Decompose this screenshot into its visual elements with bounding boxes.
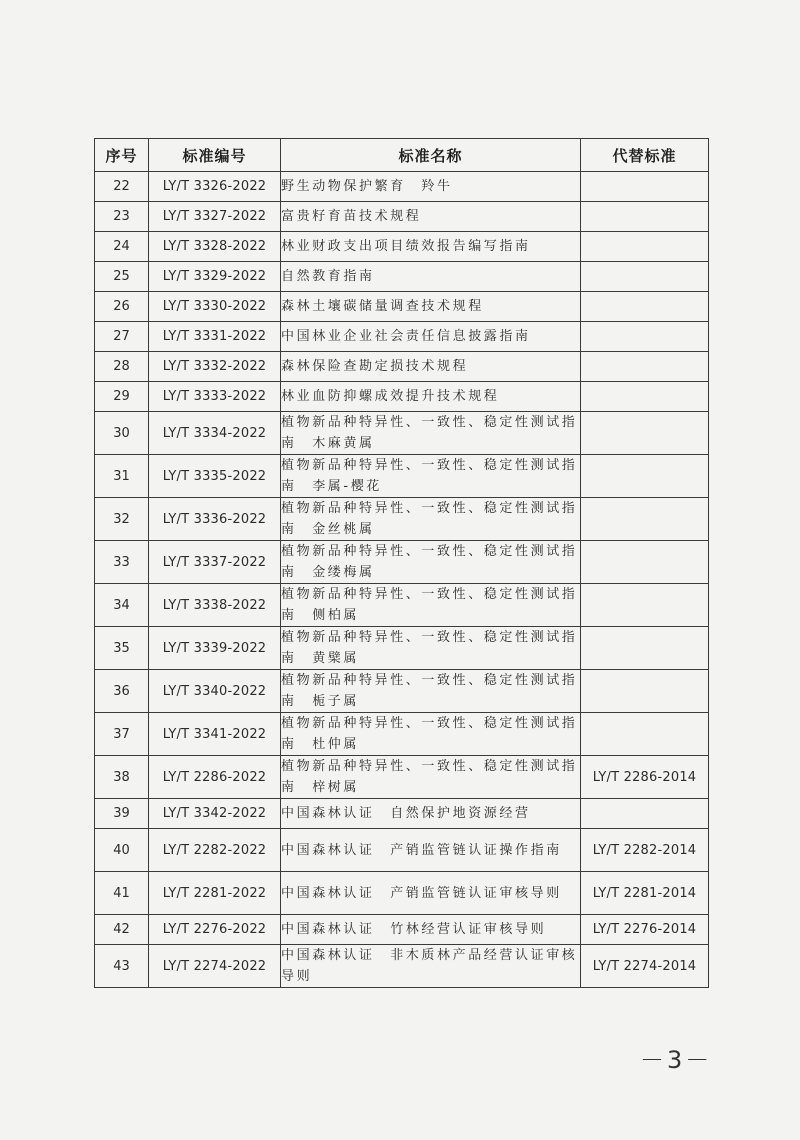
standard-code-cell: LY/T 3329-2022 [149,262,281,292]
standard-code-cell: LY/T 3336-2022 [149,498,281,541]
standard-code-cell: LY/T 3334-2022 [149,412,281,455]
serial-number-cell: 25 [95,262,149,292]
table-body [95,172,709,988]
serial-number-cell: 23 [95,202,149,232]
standard-code-cell: LY/T 2274-2022 [149,945,281,988]
standard-name-cell: 植物新品种特异性、一致性、稳定性测试指南 杜仲属 [281,713,581,756]
header-standard-code: 标准编号 [149,139,281,172]
page-number: －3－ [640,1046,713,1074]
table-row [95,412,709,455]
standard-name-cell: 植物新品种特异性、一致性、稳定性测试指南 金丝桃属 [281,498,581,541]
table-row [95,541,709,584]
standard-name-cell: 森林土壤碳储量调查技术规程 [281,292,581,322]
standard-name-cell: 植物新品种特异性、一致性、稳定性测试指南 黄檗属 [281,627,581,670]
serial-number-cell: 27 [95,322,149,352]
standard-code-cell: LY/T 2276-2022 [149,915,281,945]
table-row [95,382,709,412]
serial-number-cell: 36 [95,670,149,713]
serial-number-cell: 22 [95,172,149,202]
serial-number-cell: 28 [95,352,149,382]
replaced-standard-cell [581,202,709,232]
serial-number-cell: 32 [95,498,149,541]
standard-name-cell: 植物新品种特异性、一致性、稳定性测试指南 栀子属 [281,670,581,713]
replaced-standard-cell [581,352,709,382]
standard-name-cell: 森林保险查勘定损技术规程 [281,352,581,382]
table-row [95,799,709,829]
header-standard-name: 标准名称 [281,139,581,172]
serial-number-cell: 38 [95,756,149,799]
replaced-standard-cell: LY/T 2274-2014 [581,945,709,988]
standard-name-cell: 自然教育指南 [281,262,581,292]
standard-code-cell: LY/T 3342-2022 [149,799,281,829]
table-row [95,756,709,799]
table-header-row [95,139,709,172]
replaced-standard-cell [581,713,709,756]
table-row [95,322,709,352]
table-row [95,627,709,670]
table-row [95,292,709,322]
table-row [95,713,709,756]
serial-number-cell: 33 [95,541,149,584]
table-row [95,202,709,232]
serial-number-cell: 34 [95,584,149,627]
replaced-standard-cell [581,172,709,202]
serial-number-cell: 40 [95,829,149,872]
table-row [95,829,709,872]
table-row [95,498,709,541]
standard-code-cell: LY/T 3339-2022 [149,627,281,670]
standard-code-cell: LY/T 2282-2022 [149,829,281,872]
standard-name-cell: 中国林业企业社会责任信息披露指南 [281,322,581,352]
standard-name-cell: 富贵籽育苗技术规程 [281,202,581,232]
serial-number-cell: 26 [95,292,149,322]
standard-name-cell: 植物新品种特异性、一致性、稳定性测试指南 李属-樱花 [281,455,581,498]
standards-table [94,138,709,988]
standard-name-cell: 中国森林认证 产销监管链认证审核导则 [281,872,581,915]
replaced-standard-cell [581,541,709,584]
standard-code-cell: LY/T 3337-2022 [149,541,281,584]
serial-number-cell: 37 [95,713,149,756]
serial-number-cell: 43 [95,945,149,988]
serial-number-cell: 29 [95,382,149,412]
replaced-standard-cell [581,262,709,292]
standard-name-cell: 中国森林认证 竹林经营认证审核导则 [281,915,581,945]
standard-name-cell: 中国森林认证 非木质林产品经营认证审核导则 [281,945,581,988]
replaced-standard-cell [581,412,709,455]
replaced-standard-cell: LY/T 2281-2014 [581,872,709,915]
standard-code-cell: LY/T 3326-2022 [149,172,281,202]
standard-name-cell: 植物新品种特异性、一致性、稳定性测试指南 梓树属 [281,756,581,799]
replaced-standard-cell [581,232,709,262]
standard-name-cell: 中国森林认证 自然保护地资源经营 [281,799,581,829]
replaced-standard-cell: LY/T 2286-2014 [581,756,709,799]
serial-number-cell: 24 [95,232,149,262]
replaced-standard-cell [581,498,709,541]
table-row [95,915,709,945]
replaced-standard-cell: LY/T 2282-2014 [581,829,709,872]
standard-code-cell: LY/T 3340-2022 [149,670,281,713]
standard-code-cell: LY/T 3332-2022 [149,352,281,382]
header-serial-number: 序号 [95,139,149,172]
standard-name-cell: 林业血防抑螺成效提升技术规程 [281,382,581,412]
replaced-standard-cell [581,799,709,829]
standard-code-cell: LY/T 3338-2022 [149,584,281,627]
replaced-standard-cell: LY/T 2276-2014 [581,915,709,945]
replaced-standard-cell [581,584,709,627]
serial-number-cell: 31 [95,455,149,498]
serial-number-cell: 30 [95,412,149,455]
table-row [95,232,709,262]
standard-code-cell: LY/T 3331-2022 [149,322,281,352]
standard-code-cell: LY/T 3341-2022 [149,713,281,756]
standard-name-cell: 野生动物保护繁育 羚牛 [281,172,581,202]
serial-number-cell: 41 [95,872,149,915]
table-row [95,455,709,498]
standard-code-cell: LY/T 2281-2022 [149,872,281,915]
standard-name-cell: 植物新品种特异性、一致性、稳定性测试指南 木麻黄属 [281,412,581,455]
replaced-standard-cell [581,455,709,498]
table-row [95,352,709,382]
standard-name-cell: 中国森林认证 产销监管链认证操作指南 [281,829,581,872]
table-row [95,872,709,915]
standard-name-cell: 植物新品种特异性、一致性、稳定性测试指南 金缕梅属 [281,541,581,584]
replaced-standard-cell [581,292,709,322]
standard-name-cell: 林业财政支出项目绩效报告编写指南 [281,232,581,262]
standard-code-cell: LY/T 3330-2022 [149,292,281,322]
serial-number-cell: 42 [95,915,149,945]
table-row [95,584,709,627]
standard-code-cell: LY/T 2286-2022 [149,756,281,799]
table-row [95,670,709,713]
table-row [95,172,709,202]
standard-code-cell: LY/T 3327-2022 [149,202,281,232]
serial-number-cell: 39 [95,799,149,829]
standard-code-cell: LY/T 3328-2022 [149,232,281,262]
replaced-standard-cell [581,670,709,713]
replaced-standard-cell [581,322,709,352]
standard-code-cell: LY/T 3335-2022 [149,455,281,498]
standard-name-cell: 植物新品种特异性、一致性、稳定性测试指南 侧柏属 [281,584,581,627]
replaced-standard-cell [581,382,709,412]
header-replaced-standard: 代替标准 [581,139,709,172]
table-row [95,262,709,292]
standard-code-cell: LY/T 3333-2022 [149,382,281,412]
serial-number-cell: 35 [95,627,149,670]
replaced-standard-cell [581,627,709,670]
table-row [95,945,709,988]
